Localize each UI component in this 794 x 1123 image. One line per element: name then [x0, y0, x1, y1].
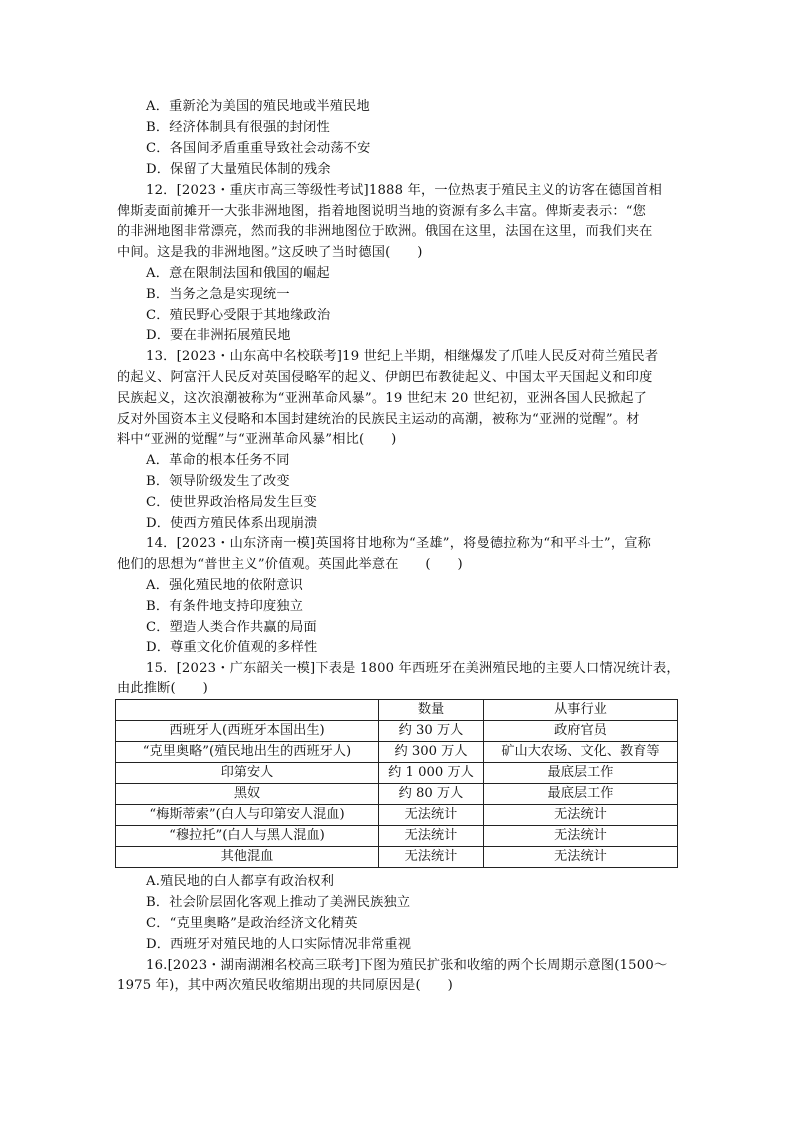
table-row — [116, 763, 678, 784]
q13-option-a: A．革命的根本任务不同 — [146, 453, 290, 468]
q14-option-a: A．强化殖民地的依附意识 — [146, 578, 303, 593]
q12-option-b: B．当务之急是实现统一 — [146, 287, 290, 302]
table-row — [116, 805, 678, 826]
table-cell: 无法统计 — [379, 826, 484, 847]
table-cell: 约 300 万人 — [379, 742, 484, 763]
q15-option-b: B．社会阶层固化客观上推动了美洲民族独立 — [146, 895, 411, 910]
q12-option-d: D．要在非洲拓展殖民地 — [146, 328, 291, 343]
table-row — [116, 847, 678, 868]
table-row — [116, 721, 678, 742]
q13-option-c: C．使世界政治格局发生巨变 — [146, 495, 317, 510]
table-cell: 最底层工作 — [484, 784, 678, 805]
q14-stem-line-1: 14．[2023・山东济南一模]英国将甘地称为“圣雄”，将曼德拉称为“和平斗士”，宣称 — [146, 536, 652, 551]
q13-option-d: D．使西方殖民体系出现崩溃 — [146, 516, 318, 531]
table-cell: 西班牙人(西班牙本国出生) — [116, 721, 379, 742]
table-row — [116, 784, 678, 805]
q14-option-b: B．有条件地支持印度独立 — [146, 599, 304, 614]
q13-stem-line-3: 民族起义，这次浪潮被称为“亚洲革命风暴”。19 世纪末 20 世纪初，亚洲各国人民掀起了 — [117, 391, 647, 406]
table-cell: 其他混血 — [116, 847, 379, 868]
table-cell: “穆拉托”(白人与黑人混血) — [116, 826, 379, 847]
q14-option-d: D．尊重文化价值观的多样性 — [146, 640, 318, 655]
table-cell: 约 30 万人 — [379, 721, 484, 742]
q13-option-b: B．领导阶级发生了改变 — [146, 474, 290, 489]
table-row — [116, 742, 678, 763]
q15-option-a: A.殖民地的白人都享有政治权利 — [146, 874, 335, 889]
q15-option-c: C．“克里奥略”是政治经济文化精英 — [146, 916, 358, 931]
table-row — [116, 826, 678, 847]
table-cell: 无法统计 — [484, 847, 678, 868]
q11-option-d: D．保留了大量殖民体制的残余 — [146, 162, 331, 177]
q12-stem-line-2: 俾斯麦面前摊开一大张非洲地图，指着地图说明当地的资源有多么丰富。俾斯麦表示：“您 — [117, 204, 647, 219]
table-cell: 约 1 000 万人 — [379, 763, 484, 784]
q13-stem-line-2: 的起义、阿富汗人民反对英国侵略军的起义、伊朗巴布教徒起义、中国太平天国起义和印度 — [117, 370, 653, 385]
q15-stem-line-1: 15．[2023・广东韶关一模]下表是 1800 年西班牙在美洲殖民地的主要人口情况统计表， — [146, 661, 680, 676]
table-cell: 无法统计 — [484, 826, 678, 847]
q11-option-b: B．经济体制具有很强的封闭性 — [146, 120, 330, 135]
q15-stem-line-2: 由此推断( ) — [117, 681, 209, 696]
q13-stem-line-4: 反对外国资本主义侵略和本国封建统治的民族民主运动的高潮，被称为“亚洲的觉醒”。材 — [117, 412, 640, 427]
q14-stem-line-2: 他们的思想为“普世主义”价值观。英国此举意在 ( ) — [117, 557, 463, 572]
table-cell: 最底层工作 — [484, 763, 678, 784]
table-cell: 无法统计 — [484, 805, 678, 826]
table-header-cell — [116, 700, 379, 721]
q14-option-c: C．塑造人类合作共赢的局面 — [146, 620, 317, 635]
q12-stem-line-3: 的非洲地图非常漂亮，然而我的非洲地图位于欧洲。俄国在这里，法国在这里，而我们夹在 — [117, 224, 653, 239]
table-cell: 黑奴 — [116, 784, 379, 805]
table-cell: 政府官员 — [484, 721, 678, 742]
population-table — [115, 699, 678, 868]
table-header-cell: 从事行业 — [484, 700, 678, 721]
table-cell: 矿山大农场、文化、教育等 — [484, 742, 678, 763]
q13-stem-line-5: 料中“亚洲的觉醒”与“亚洲革命风暴”相比( ) — [117, 432, 397, 447]
q11-option-c: C．各国间矛盾重重导致社会动荡不安 — [146, 141, 371, 156]
q15-option-d: D．西班牙对殖民地的人口实际情况非常重视 — [146, 937, 412, 952]
q16-stem-line-2: 1975 年)，其中两次殖民收缩期出现的共同原因是( ) — [117, 978, 453, 993]
q12-stem-line-1: 12．[2023・重庆市高三等级性考试]1888 年，一位热衷于殖民主义的访客在德国首相 — [146, 183, 662, 198]
q12-stem-line-4: 中间。这是我的非洲地图。”这反映了当时德国( ) — [117, 245, 423, 260]
table-cell: “克里奥略”(殖民地出生的西班牙人) — [116, 742, 379, 763]
table-cell: “梅斯蒂索”(白人与印第安人混血) — [116, 805, 379, 826]
table-cell: 无法统计 — [379, 805, 484, 826]
table-header-row — [116, 700, 678, 721]
q16-stem-line-1: 16.[2023・湖南湖湘名校高三联考]下图为殖民扩张和收缩的两个长周期示意图(1500～ — [146, 958, 668, 973]
q11-option-a: A．重新沦为美国的殖民地或半殖民地 — [146, 99, 370, 114]
table-cell: 印第安人 — [116, 763, 379, 784]
q12-option-a: A．意在限制法国和俄国的崛起 — [146, 266, 330, 281]
q13-stem-line-1: 13．[2023・山东高中名校联考]19 世纪上半期，相继爆发了爪哇人民反对荷兰殖民者 — [146, 349, 659, 364]
table-cell: 无法统计 — [379, 847, 484, 868]
table-cell: 约 80 万人 — [379, 784, 484, 805]
table-header-cell: 数量 — [379, 700, 484, 721]
q12-option-c: C．殖民野心受限于其地缘政治 — [146, 308, 331, 323]
